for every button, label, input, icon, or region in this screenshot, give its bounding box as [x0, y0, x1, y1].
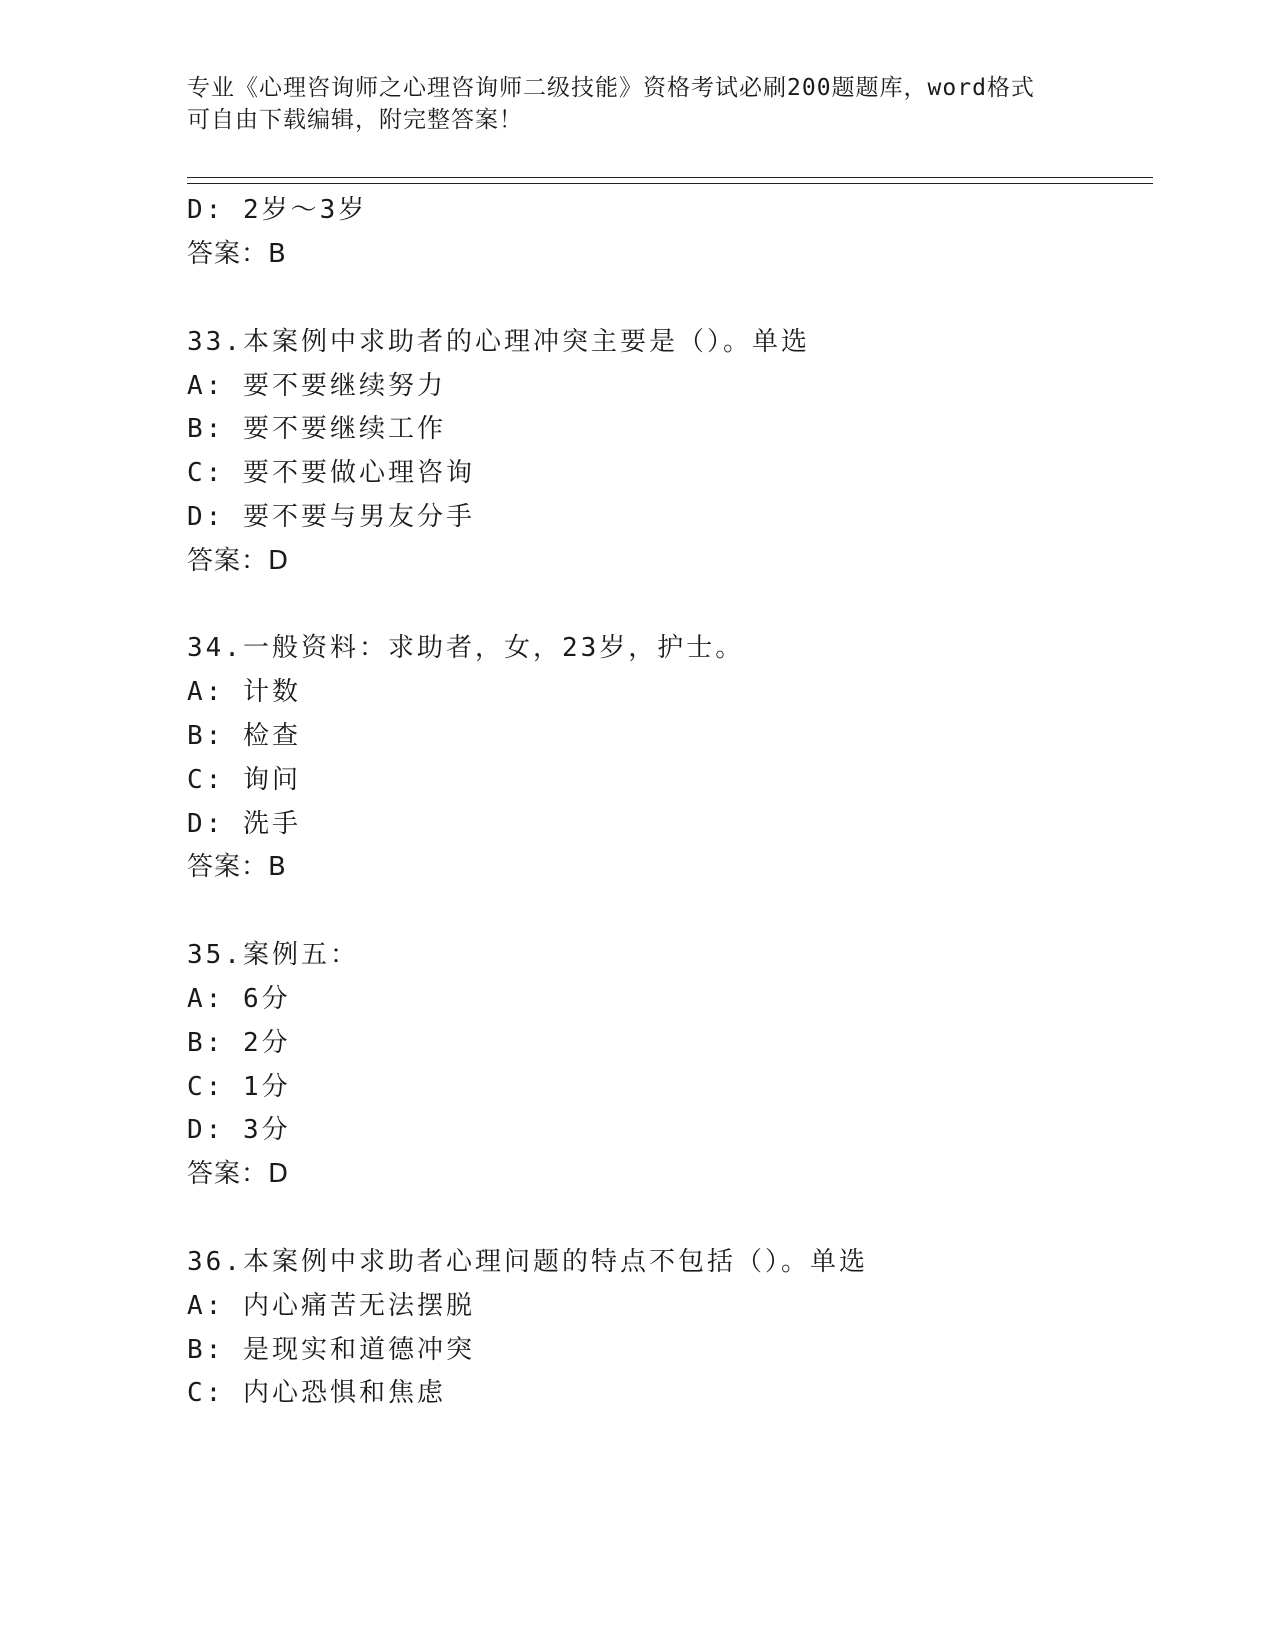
q34-option-a: A: 计数 [187, 677, 301, 707]
header-rule-bottom [187, 183, 1153, 184]
q34-option-c: C: 询问 [187, 765, 301, 795]
question-35: 35.案例五： [187, 940, 359, 970]
q35-answer: 答案：D [187, 1159, 290, 1189]
q33-option-b: B: 要不要继续工作 [187, 414, 446, 444]
q35-option-c: C: 1分 [187, 1072, 291, 1102]
header-rule-top [187, 177, 1153, 178]
q33-option-a: A: 要不要继续努力 [187, 371, 446, 401]
prev-option-d: D: 2岁～3岁 [187, 195, 368, 225]
q35-option-b: B: 2分 [187, 1028, 291, 1058]
q34-option-b: B: 检查 [187, 721, 301, 751]
q34-answer: 答案：B [187, 852, 287, 882]
q33-option-c: C: 要不要做心理咨询 [187, 458, 475, 488]
prev-answer: 答案：B [187, 239, 287, 269]
header-line-2: 可自由下载编辑，附完整答案！ [187, 107, 523, 133]
q33-option-d: D: 要不要与男友分手 [187, 502, 475, 532]
q36-option-b: B: 是现实和道德冲突 [187, 1335, 475, 1365]
q35-option-d: D: 3分 [187, 1115, 291, 1145]
q36-option-a: A: 内心痛苦无法摆脱 [187, 1291, 475, 1321]
document-header [187, 72, 1087, 136]
q35-option-a: A: 6分 [187, 984, 291, 1014]
question-36: 36.本案例中求助者心理问题的特点不包括（）。单选 [187, 1247, 868, 1277]
question-34: 34.一般资料：求助者，女，23岁，护士。 [187, 633, 745, 663]
q34-option-d: D: 洗手 [187, 809, 301, 839]
q33-answer: 答案：D [187, 546, 290, 576]
header-line-1: 专业《心理咨询师之心理咨询师二级技能》资格考试必刷200题题库，word格式 [187, 75, 1035, 101]
q36-option-c: C: 内心恐惧和焦虑 [187, 1378, 446, 1408]
question-33: 33.本案例中求助者的心理冲突主要是（）。单选 [187, 327, 810, 357]
